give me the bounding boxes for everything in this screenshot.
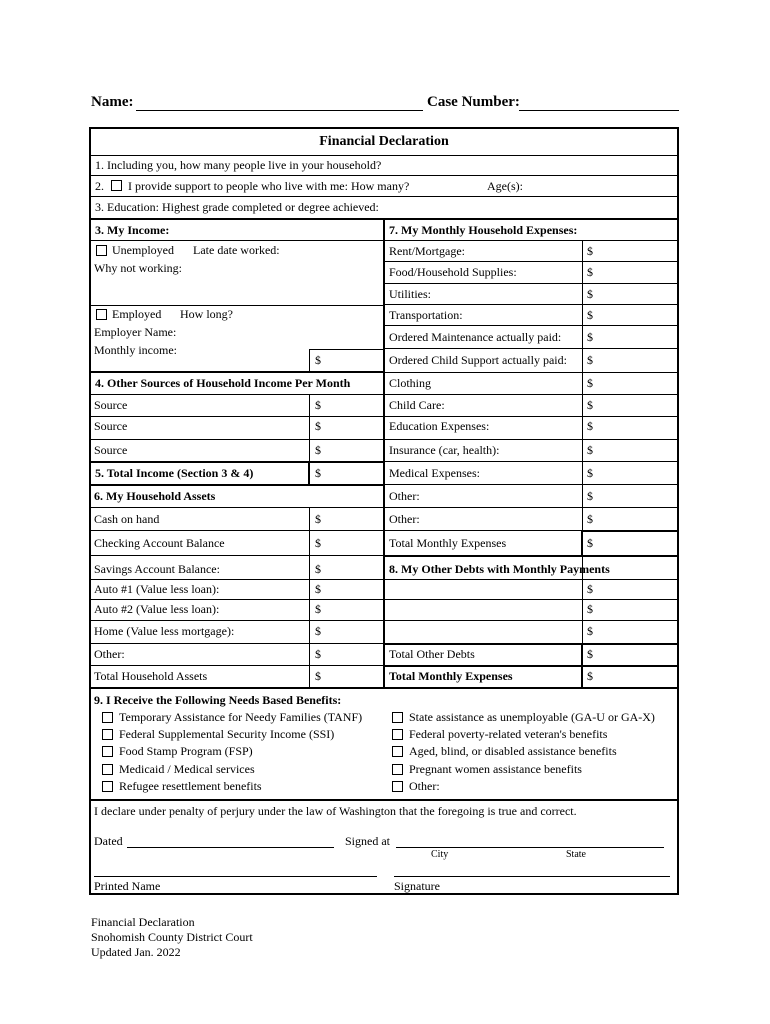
cash-dollar[interactable]: $: [315, 512, 321, 526]
total-other-debts-label: Total Other Debts: [389, 647, 475, 661]
dated-field[interactable]: [127, 847, 334, 848]
checking-dollar[interactable]: $: [315, 536, 321, 550]
debt1-dollar[interactable]: $: [587, 582, 593, 596]
other2-dollar[interactable]: $: [587, 512, 593, 526]
medical-dollar[interactable]: $: [587, 466, 593, 480]
pregnant-label: Pregnant women assistance benefits: [409, 762, 582, 776]
question-3: 3. Education: Highest grade completed or degree achieved:: [95, 200, 379, 214]
total-income-dollar[interactable]: $: [315, 466, 321, 480]
veteran-label: Federal poverty-related veteran's benefits: [409, 727, 608, 741]
pregnant-checkbox[interactable]: [392, 764, 403, 775]
name-field[interactable]: [136, 110, 423, 111]
debt2-dollar[interactable]: $: [587, 602, 593, 616]
clothing-dollar[interactable]: $: [587, 376, 593, 390]
refugee-checkbox[interactable]: [102, 781, 113, 792]
form-title: Financial Declaration: [319, 134, 449, 149]
food-dollar[interactable]: $: [587, 265, 593, 279]
assets-title: 6. My Household Assets: [94, 489, 216, 503]
state-assistance-checkbox[interactable]: [392, 712, 403, 723]
auto1-label: Auto #1 (Value less loan):: [94, 582, 220, 596]
support-checkbox[interactable]: [111, 180, 122, 191]
case-number-label: Case Number:: [427, 94, 520, 110]
source-3-dollar[interactable]: $: [315, 443, 321, 457]
total-monthly-expenses-label: Total Monthly Expenses: [389, 536, 507, 550]
total-assets-label: Total Household Assets: [94, 669, 208, 683]
refugee-label: Refugee resettlement benefits: [119, 779, 262, 793]
veteran-checkbox[interactable]: [392, 729, 403, 740]
fsp-label: Food Stamp Program (FSP): [119, 744, 253, 758]
footer-line-1: Financial Declaration: [91, 915, 195, 929]
total-expenses-dollar[interactable]: $: [587, 536, 593, 550]
source-2-dollar[interactable]: $: [315, 419, 321, 433]
maintenance-label: Ordered Maintenance actually paid:: [389, 330, 562, 344]
signed-at-label: Signed at: [345, 834, 390, 848]
insurance-label: Insurance (car, health):: [389, 443, 500, 457]
income-title: 3. My Income:: [95, 223, 170, 237]
question-1: 1. Including you, how many people live in your household?: [95, 158, 382, 172]
child-support-dollar[interactable]: $: [587, 353, 593, 367]
rent-dollar[interactable]: $: [587, 244, 593, 258]
unemployed-label: Unemployed: [112, 243, 174, 257]
monthly-income-label: Monthly income:: [94, 343, 177, 357]
education-dollar[interactable]: $: [587, 419, 593, 433]
tanf-checkbox[interactable]: [102, 712, 113, 723]
monthly-income-dollar[interactable]: $: [315, 353, 321, 367]
question-2-number: 2.: [95, 179, 104, 193]
dated-label: Dated: [94, 834, 123, 848]
case-number-field[interactable]: [519, 110, 679, 111]
debt3-dollar[interactable]: $: [587, 624, 593, 638]
maintenance-dollar[interactable]: $: [587, 330, 593, 344]
declaration-text: I declare under penalty of perjury under the law of Washington that the foregoing is true and correct.: [94, 804, 577, 818]
clothing-label: Clothing: [389, 376, 432, 390]
auto2-dollar[interactable]: $: [315, 602, 321, 616]
name-label: Name:: [91, 94, 134, 110]
insurance-dollar[interactable]: $: [587, 443, 593, 457]
education-expenses-label: Education Expenses:: [389, 419, 490, 433]
utilities-label: Utilities:: [389, 287, 431, 301]
signature-label: Signature: [394, 879, 440, 893]
city-label: City: [431, 849, 449, 860]
transportation-label: Transportation:: [389, 308, 463, 322]
assets-other-dollar[interactable]: $: [315, 647, 321, 661]
source-row-3: Source: [94, 443, 128, 457]
printed-name-field[interactable]: [94, 876, 377, 877]
total-monthly-dollar[interactable]: $: [587, 669, 593, 683]
aged-blind-label: Aged, blind, or disabled assistance benefits: [409, 744, 617, 758]
expenses-other-1-label: Other:: [389, 489, 420, 503]
signature-field[interactable]: [394, 876, 670, 877]
aged-blind-checkbox[interactable]: [392, 746, 403, 757]
benefits-title: 9. I Receive the Following Needs Based Benefits:: [94, 693, 342, 707]
fsp-checkbox[interactable]: [102, 746, 113, 757]
total-income-label: 5. Total Income (Section 3 & 4): [95, 466, 254, 480]
total-monthly-expenses-final-label: Total Monthly Expenses: [389, 669, 513, 683]
cash-on-hand-label: Cash on hand: [94, 512, 160, 526]
footer-line-3: Updated Jan. 2022: [91, 945, 181, 959]
tanf-label: Temporary Assistance for Needy Families (TANF): [119, 710, 363, 724]
question-2: I provide support to people who live with me: How many?: [128, 179, 410, 193]
other1-dollar[interactable]: $: [587, 489, 593, 503]
auto1-dollar[interactable]: $: [315, 582, 321, 596]
state-assistance-label: State assistance as unemployable (GA-U or GA-X): [409, 710, 655, 724]
medicaid-checkbox[interactable]: [102, 764, 113, 775]
source-row-2: Source: [94, 419, 128, 433]
other-income-title: 4. Other Sources of Household Income Per Month: [95, 376, 351, 390]
debts-title: 8. My Other Debts with Monthly Payments: [389, 562, 610, 576]
unemployed-checkbox[interactable]: [96, 245, 107, 256]
footer-line-2: Snohomish County District Court: [91, 930, 253, 944]
medical-expenses-label: Medical Expenses:: [389, 466, 480, 480]
employer-name-label: Employer Name:: [94, 325, 177, 339]
expenses-title: 7. My Monthly Household Expenses:: [389, 223, 578, 237]
transportation-dollar[interactable]: $: [587, 308, 593, 322]
total-assets-dollar[interactable]: $: [315, 669, 321, 683]
printed-name-label: Printed Name: [94, 879, 161, 893]
why-not-working-label: Why not working:: [94, 261, 182, 275]
child-care-dollar[interactable]: $: [587, 398, 593, 412]
child-support-label: Ordered Child Support actually paid:: [389, 353, 567, 367]
child-care-label: Child Care:: [389, 398, 445, 412]
assets-other-label: Other:: [94, 647, 125, 661]
food-label: Food/Household Supplies:: [389, 265, 517, 279]
other-benefit-checkbox[interactable]: [392, 781, 403, 792]
ages-label: Age(s):: [487, 179, 523, 193]
source-1-dollar[interactable]: $: [315, 398, 321, 412]
ssi-checkbox[interactable]: [102, 729, 113, 740]
savings-dollar[interactable]: $: [315, 562, 321, 576]
rent-label: Rent/Mortgage:: [389, 244, 465, 258]
home-label: Home (Value less mortgage):: [94, 624, 235, 638]
how-long-label: How long?: [180, 307, 233, 321]
checking-label: Checking Account Balance: [94, 536, 225, 550]
expenses-other-2-label: Other:: [389, 512, 420, 526]
auto2-label: Auto #2 (Value less loan):: [94, 602, 220, 616]
late-date-label: Late date worked:: [193, 243, 280, 257]
other-benefit-label: Other:: [409, 779, 440, 793]
utilities-dollar[interactable]: $: [587, 287, 593, 301]
state-label: State: [566, 849, 586, 860]
employed-checkbox[interactable]: [96, 309, 107, 320]
ssi-label: Federal Supplemental Security Income (SSI): [119, 727, 335, 741]
total-debts-dollar[interactable]: $: [587, 647, 593, 661]
employed-label: Employed: [112, 307, 162, 321]
signed-at-field[interactable]: [396, 847, 664, 848]
savings-label: Savings Account Balance:: [94, 562, 220, 576]
source-row-1: Source: [94, 398, 128, 412]
medicaid-label: Medicaid / Medical services: [119, 762, 255, 776]
home-dollar[interactable]: $: [315, 624, 321, 638]
